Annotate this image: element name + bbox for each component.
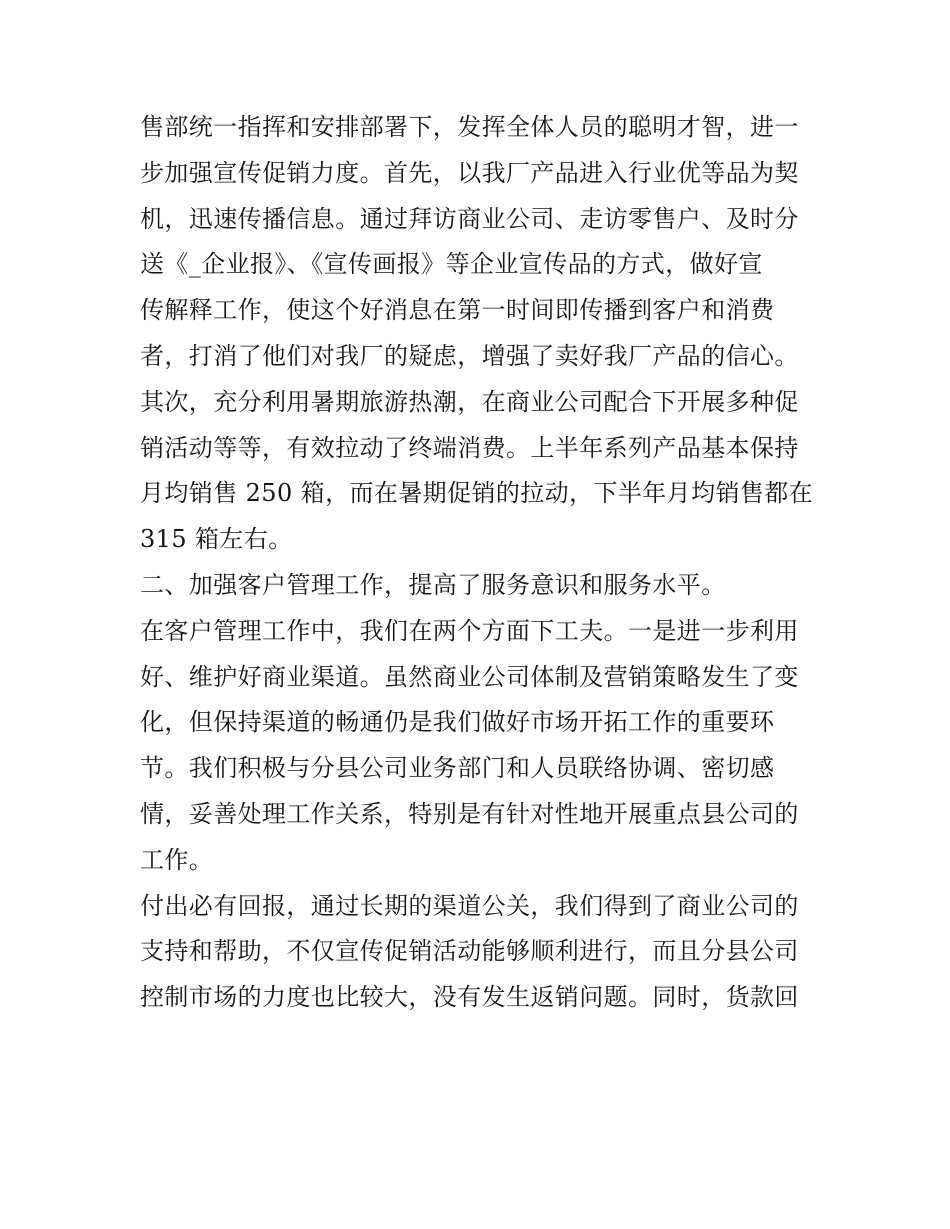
- text-line: 在客户管理工作中，我们在两个方面下工夫。一是进一步利用: [140, 616, 799, 645]
- text-line: 节。我们积极与分县公司业务部门和人员联络协调、密切感: [140, 754, 775, 783]
- text-line: 化，但保持渠道的畅通仍是我们做好市场开拓工作的重要环: [140, 708, 775, 737]
- text-line: 315 箱左右。: [140, 525, 293, 554]
- text-line: 步加强宣传促销力度。首先，以我厂产品进入行业优等品为契: [140, 158, 799, 187]
- text-line: 送《_企业报》、《宣传画报》等企业宣传品的方式，做好宣: [140, 250, 763, 279]
- text-line: 传解释工作，使这个好消息在第一时间即传播到客户和消费: [140, 296, 775, 325]
- text-line: 者，打消了他们对我厂的疑虑，增强了卖好我厂产品的信心。: [140, 341, 799, 370]
- text-line: 好、维护好商业渠道。虽然商业公司体制及营销策略发生了变: [140, 662, 799, 691]
- text-line: 情，妥善处理工作关系，特别是有针对性地开展重点县公司的: [140, 799, 799, 828]
- text-line: 机，迅速传播信息。通过拜访商业公司、走访零售户、及时分: [140, 204, 799, 233]
- text-line: 其次，充分利用暑期旅游热潮，在商业公司配合下开展多种促: [140, 387, 799, 416]
- text-line: 售部统一指挥和安排部署下，发挥全体人员的聪明才智，进一: [140, 113, 799, 141]
- section-heading: 二、加强客户管理工作，提高了服务意识和服务水平。: [140, 570, 726, 599]
- text-line: 工作。: [140, 845, 214, 874]
- text-line: 支持和帮助，不仅宣传促销活动能够顺利进行，而且分县公司: [140, 937, 799, 966]
- text-line: 月均销售 250 箱，而在暑期促销的拉动，下半年月均销售都在: [140, 479, 814, 508]
- text-line: 控制市场的力度也比较大，没有发生返销问题。同时，货款回: [140, 983, 799, 1012]
- text-line: 付出必有回报，通过长期的渠道公关，我们得到了商业公司的: [140, 891, 799, 920]
- text-line: 销活动等等，有效拉动了终端消费。上半年系列产品基本保持: [140, 433, 799, 462]
- document-body: [140, 105, 815, 1021]
